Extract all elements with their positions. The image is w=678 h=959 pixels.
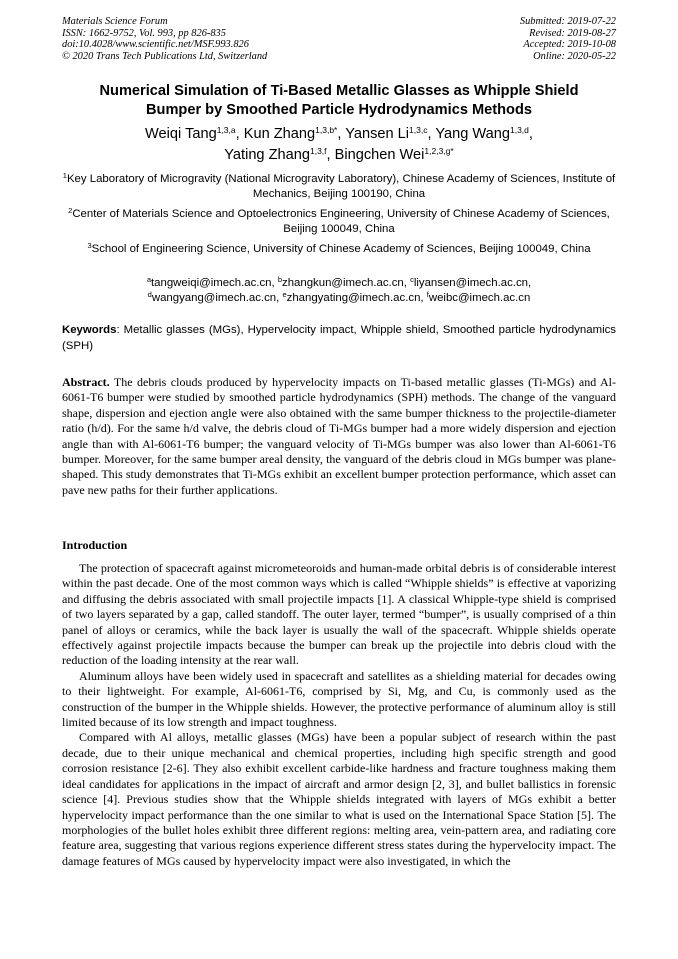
email-link[interactable]: $^f$weibc@imech.ac.cn [426,290,531,304]
author: Yansen Li$^{1,3,c}$, [345,125,436,142]
title-line-1: Numerical Simulation of Ti-Based Metallic Glasses as Whipple Shield [99,83,579,99]
date-revised: Revised: 2019-08-27 [529,27,616,39]
email-link[interactable]: $^b$zhangkun@imech.ac.cn [277,275,404,289]
journal-doi: doi:10.4028/www.scientific.net/MSF.993.826 [62,39,249,51]
date-online: Online: 2020-05-22 [533,50,616,62]
author-list [62,124,616,166]
date-accepted: Accepted: 2019-10-08 [523,39,616,51]
title-line-2: Bumper by Smoothed Particle Hydrodynamics Methods [145,101,532,118]
email-link[interactable]: $^d$wangyang@imech.ac.cn [147,290,277,304]
journal-copyright: © 2020 Trans Tech Publications Ltd, Switzerland [62,50,268,62]
email-line-1: $^a$tangweiqi@imech.ac.cn, $^b$zhangkun@imech.ac.cn, $^c$liyansen@imech.ac.cn, [146,275,532,289]
keywords-label: Keywords [62,324,117,336]
email-link[interactable]: $^c$liyansen@imech.ac.cn [410,275,528,289]
section-heading: Introduction [62,538,128,552]
email-line-2: $^d$wangyang@imech.ac.cn, $^e$zhangyating@imech.ac.cn, $^f$weibc@imech.ac.cn [147,290,531,304]
publication-dates [520,16,616,62]
paragraph: The protection of spacecraft against micrometeoroids and human-made orbital debris is of considerable interest within the past decade. One of the most common ways which is called “Whipple shields” is effective at vaporizing and diffusing the debris associated with small projectile impacts [1]. A classical Whipple-type shield is comprised of two layers separated by a gap, called standoff. The outer layer, termed “bumper”, is usually comprised of a thin panel of alloys or ceramics, while the back layer is usually the wall of the spacecraft. Whipple shields operate effectively against projectile impacts because the bumper can break up the projectile into debris cloud with the reduction of the loading intensity at the rear wall. [62,561,616,668]
author: Kun Zhang$^{1,3,b*}$, [243,125,346,142]
email-link[interactable]: $^e$zhangyating@imech.ac.cn [282,290,421,304]
paper-title [62,82,616,119]
author: Bingchen Wei$^{1,2,3,g*}$ [334,146,454,163]
paragraph: Compared with Al alloys, metallic glasses (MGs) have been a popular subject of research within the past decade, due to their unique mechanical and chemical properties, including high specific strength and good corrosion resistance [2-6]. They also exhibit excellent carbide-like hardness and fracture toughness making them ideal candidates for applications in the impact of aircraft and armor design [2, 3], and bullet ballistics in forensic science [4]. Previous studies show that the Whipple shields integrated with layers of MGs exhibit a better hypervelocity impact performance than the one similar to what is used on the International Space Station [5]. The morphologies of the bullet holes exhibit three different regions: melting area, vein-pattern area, and radiating core feature area, suggesting that various regions experience different stress states during the hypervelocity impact. The damage features of MGs caused by hypervelocity impact were also investigated, in which the [62,730,616,868]
affiliation-2: $^2$Center of Materials Science and Optoelectronics Engineering, University of Chinese Academy of Sciences, Beijing 100049, China [68,206,610,235]
journal-issn: ISSN: 1662-9752, Vol. 993, pp 826-835 [62,27,226,39]
affiliation-3: $^3$School of Engineering Science, University of Chinese Academy of Sciences, Beijing 100049, China [87,241,591,255]
journal-info [62,16,267,62]
journal-name: Materials Science Forum [62,16,168,27]
author: Weiqi Tang$^{1,3,a}$, [145,125,244,142]
keywords-text: : Metallic glasses (MGs), Hypervelocity impact, Whipple shield, Smoothed particle hydrodynamics (SPH) [62,324,616,352]
email-link[interactable]: $^a$tangweiqi@imech.ac.cn [146,275,272,289]
author: Yang Wang$^{1,3,d}$, [435,125,533,142]
keywords [62,323,616,354]
author-line-2 [62,145,616,166]
abstract-label: Abstract. [62,375,110,389]
author-line-1 [62,124,616,145]
affiliation-1: $^1$Key Laboratory of Microgravity (National Microgravity Laboratory), Chinese Academy of Sciences, Institute of Mechanics, Beijing 100190, China [62,171,616,200]
abstract [62,375,616,498]
paragraph: Aluminum alloys have been widely used in spacecraft and satellites as a shielding material for decades owing to their lightweight. For example, Al-6061-T6, comprised by Si, Mg, and Cu, is commonly used as the construction of the bumper in the Whipple shields. However, the protective performance of aluminum alloy is still limited because of its low strength and impact toughness. [62,668,616,730]
author-emails [62,276,616,306]
introduction-body [62,561,616,869]
abstract-text: The debris clouds produced by hypervelocity impacts on Ti-based metallic glasses (Ti-MGs) and Al-6061-T6 bumper were studied by smoothed particle hydrodynamics (SPH) methods. The change of the vanguard shape, dispersion and ejection angle were also obtained with the same bumper thickness to the projectile-diameter ratio (h/d). For the same h/d valve, the debris cloud of Ti-MGs bumper had a more widely dispersion and ejection angle than with Al-6061-T6 bumper; the vanguard velocity of Ti-MGs bumper was also lower than Al-6061-T6 bumper. Moreover, for the same bumper areal density, the vanguard of the debris cloud in MGs bumper was plane-shaped. This study demonstrates that Ti-MGs exhibit an excellent bumper protection performance, which asset can pave new paths for their further applications. [62,375,616,497]
author: Yating Zhang$^{1,3,f}$, [224,146,335,163]
date-submitted: Submitted: 2019-07-22 [519,16,616,27]
